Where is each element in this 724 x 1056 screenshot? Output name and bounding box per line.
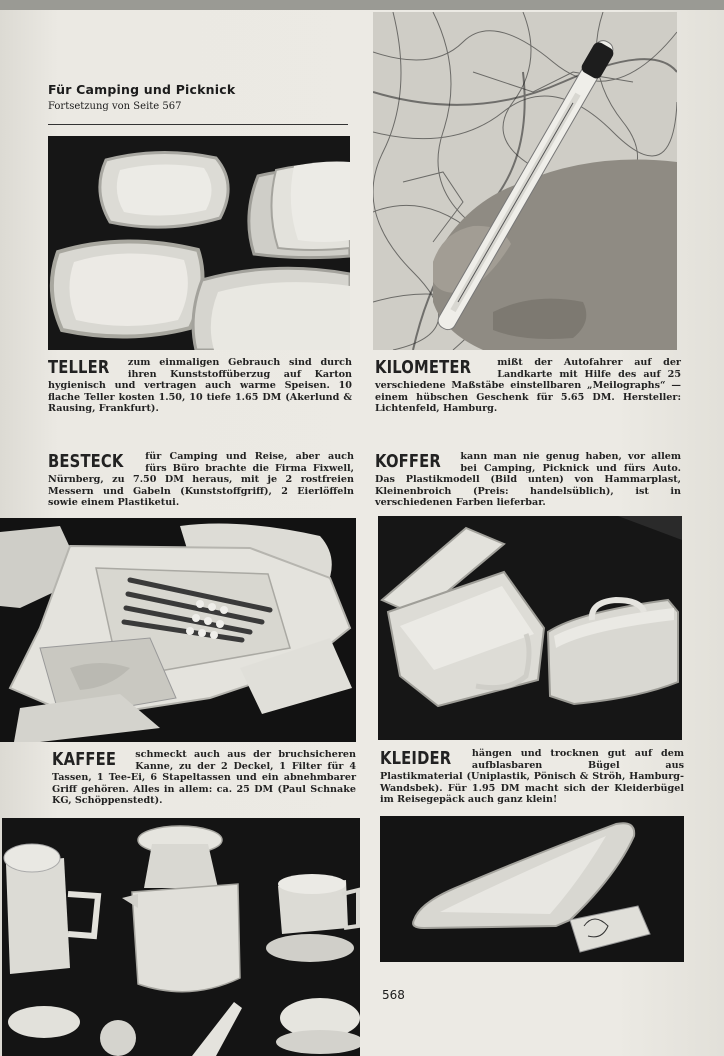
caption-kaffee bbox=[52, 749, 356, 807]
coffee-illustration bbox=[2, 818, 360, 1056]
photo-plastic-case bbox=[378, 516, 682, 740]
section-subtitle: Fortsetzung von Seite 567 bbox=[48, 101, 182, 112]
caption-heading: KILOMETER bbox=[375, 357, 472, 378]
map-illustration bbox=[373, 12, 677, 350]
caption-text: hängen und trocknen gut auf dem aufblasbaren Bügel aus Plastikmaterial (Uniplastik, Pönisch & Ströh, Hamburg-Wandsbek). Für 1.95 DM macht sich der Kleiderbügel im Reisegepäck auch ganz klein! bbox=[380, 748, 684, 806]
caption-text: schmeckt auch aus der bruchsicheren Kanne, zu der 2 Deckel, 1 Filter für 4 Tassen, 1 Tee-Ei, 6 Stapeltassen und ein abnehmbarer Griff gehören. Alles in allem: ca. 25 DM (Paul Schnake KG, Schöppenstedt). bbox=[52, 749, 356, 807]
photo-plates bbox=[48, 136, 350, 350]
caption-text: für Camping und Reise, aber auch fürs Büro brachte die Firma Fixwell, Nürnberg, zu 7.50 DM heraus, mit je 2 rostfreien Messern und Gabeln (Kunststoffgriff), 2 Eierlöffeln sowie einem Plastiketui. bbox=[48, 451, 354, 509]
cutlery-illustration bbox=[0, 518, 356, 742]
caption-heading: KLEIDER bbox=[380, 748, 452, 769]
caption-heading: TELLER bbox=[48, 357, 110, 378]
caption-koffer bbox=[375, 451, 681, 509]
photo-coffee-set bbox=[2, 818, 360, 1056]
hanger-illustration bbox=[380, 816, 684, 962]
caption-text: kann man nie genug haben, vor allem bei Camping, Picknick und fürs Auto. Das Plastikmodell (Bild unten) von Hammarplast, Kleinenbroich (Preis: handelsüblich), ist in verschiedenen Farben lieferbar. bbox=[375, 451, 681, 509]
plates-illustration bbox=[48, 136, 350, 350]
caption-heading: KAFFEE bbox=[52, 749, 117, 770]
photo-cutlery-case bbox=[0, 518, 356, 742]
caption-heading: KOFFER bbox=[375, 451, 441, 472]
photo-inflatable-hanger bbox=[380, 816, 684, 962]
caption-besteck bbox=[48, 451, 354, 509]
section-header bbox=[48, 82, 348, 125]
section-title: Für Camping und Picknick bbox=[48, 82, 236, 97]
caption-kleider bbox=[380, 748, 684, 806]
caption-text: mißt der Autofahrer auf der Landkarte mit Hilfe des auf 25 verschiedene Maßstäbe einstellbaren „Meilographs“ — einem hübschen Geschenk für 5.65 DM. Hersteller: Lichtenfeld, Hamburg. bbox=[375, 357, 681, 415]
case-illustration bbox=[378, 516, 682, 740]
photo-map-meilograph bbox=[373, 12, 677, 350]
caption-teller bbox=[48, 357, 352, 415]
top-strip bbox=[0, 0, 724, 10]
caption-heading: BESTECK bbox=[48, 451, 124, 472]
header-rule bbox=[48, 124, 348, 125]
page-number: 568 bbox=[382, 988, 405, 1002]
caption-text: zum einmaligen Gebrauch sind durch ihren Kunststoffüberzug auf Karton hygienisch und vertragen auch warme Speisen. 10 flache Teller kosten 1.50, 10 tiefe 1.65 DM (Akerlund & Rausing, Frankfurt). bbox=[48, 357, 352, 415]
caption-kilometer bbox=[375, 357, 681, 415]
